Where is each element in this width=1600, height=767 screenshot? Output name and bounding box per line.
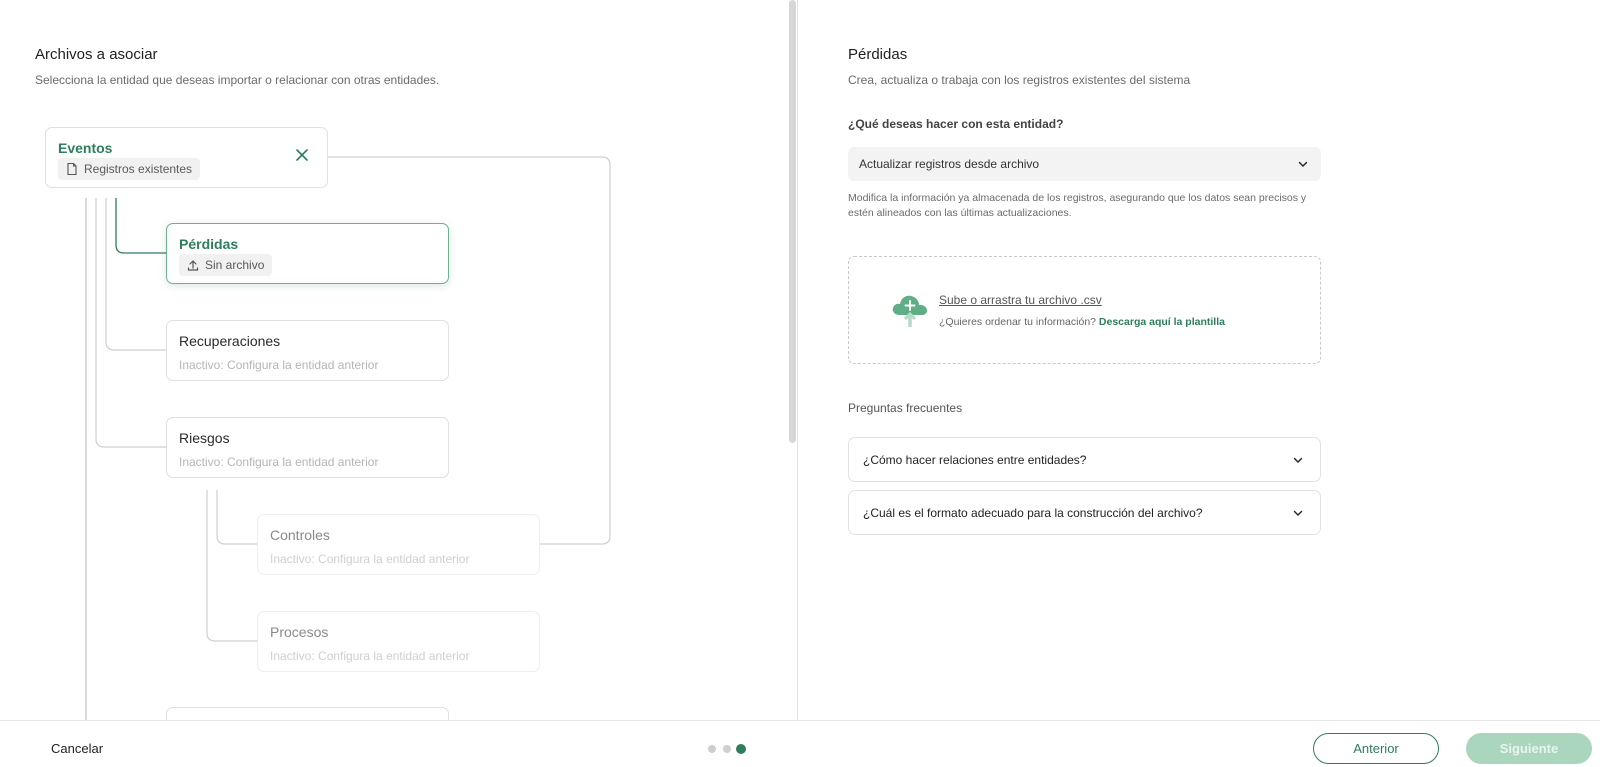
- previous-button[interactable]: Anterior: [1313, 733, 1439, 764]
- entity-tree-panel: [0, 0, 790, 720]
- entity-node-title: Riesgos: [179, 430, 230, 446]
- action-question-label: ¿Qué deseas hacer con esta entidad?: [848, 117, 1064, 131]
- step-dot: [708, 745, 716, 753]
- entity-node-title: Pérdidas: [179, 236, 239, 252]
- action-select[interactable]: [848, 147, 1321, 181]
- entity-node-title: Procesos: [270, 624, 329, 640]
- entity-node-status: Inactivo: Configura la entidad anterior: [179, 455, 379, 469]
- file-status-text: Sin archivo: [205, 258, 265, 272]
- entity-node-perdidas[interactable]: [166, 223, 449, 284]
- faq-item[interactable]: [848, 437, 1321, 482]
- cancel-button[interactable]: Cancelar: [51, 741, 104, 756]
- entity-node-eventos[interactable]: [45, 127, 328, 188]
- wizard-footer: [0, 720, 1600, 767]
- entity-node-status: Inactivo: Configura la entidad anterior: [270, 552, 470, 566]
- entity-node-status: Inactivo: Configura la entidad anterior: [270, 649, 470, 663]
- upload-icon: [186, 258, 200, 272]
- template-question: ¿Quieres ordenar tu información?: [939, 316, 1096, 328]
- entity-node-riesgos[interactable]: [166, 417, 449, 478]
- download-template-link[interactable]: Descarga aquí la plantilla: [1098, 316, 1225, 328]
- file-status-chip: [179, 254, 272, 276]
- cloud-upload-icon: [889, 289, 931, 329]
- action-help-text: Modifica la información ya almacenada de los registros, asegurando que los datos sean precisos y estén alineados con las últimas actualizaciones.: [848, 192, 1307, 219]
- entity-node-recuperaciones[interactable]: [166, 320, 449, 381]
- upload-link[interactable]: Sube o arrastra tu archivo .csv: [939, 293, 1102, 307]
- entity-node-title: Controles: [270, 527, 330, 543]
- document-icon: [65, 162, 79, 176]
- file-status-chip: [58, 158, 200, 180]
- entity-subtitle: Crea, actualiza o trabaja con los registros existentes del sistema: [848, 73, 1191, 87]
- entity-config-panel: [798, 0, 1600, 720]
- faq-item[interactable]: [848, 490, 1321, 535]
- entity-node-controles[interactable]: [257, 514, 540, 575]
- next-button[interactable]: Siguiente: [1466, 733, 1592, 764]
- template-hint: [939, 316, 1225, 328]
- panel-title: Archivos a asociar: [35, 46, 158, 63]
- faq-question: ¿Cuál es el formato adecuado para la construcción del archivo?: [863, 506, 1203, 520]
- entity-node-procesos[interactable]: [257, 611, 540, 672]
- chevron-down-icon: [1292, 507, 1304, 519]
- step-dot: [723, 745, 731, 753]
- entity-title: Pérdidas: [848, 46, 908, 63]
- action-select-value: Actualizar registros desde archivo: [859, 157, 1040, 171]
- file-status-text: Registros existentes: [84, 162, 193, 176]
- file-dropzone[interactable]: [848, 256, 1321, 364]
- entity-node-title: Eventos: [58, 140, 113, 156]
- panel-subtitle: Selecciona la entidad que deseas importar o relacionar con otras entidades.: [35, 73, 440, 87]
- step-dot-active: [736, 744, 746, 754]
- entity-node-partial[interactable]: [166, 707, 449, 720]
- chevron-down-icon: [1292, 454, 1304, 466]
- scrollbar-thumb[interactable]: [789, 0, 796, 443]
- close-icon[interactable]: [293, 146, 311, 164]
- entity-node-title: Recuperaciones: [179, 333, 281, 349]
- entity-node-status: Inactivo: Configura la entidad anterior: [179, 358, 379, 372]
- faq-question: ¿Cómo hacer relaciones entre entidades?: [863, 453, 1087, 467]
- faq-title: Preguntas frecuentes: [848, 401, 963, 415]
- chevron-down-icon: [1297, 158, 1309, 170]
